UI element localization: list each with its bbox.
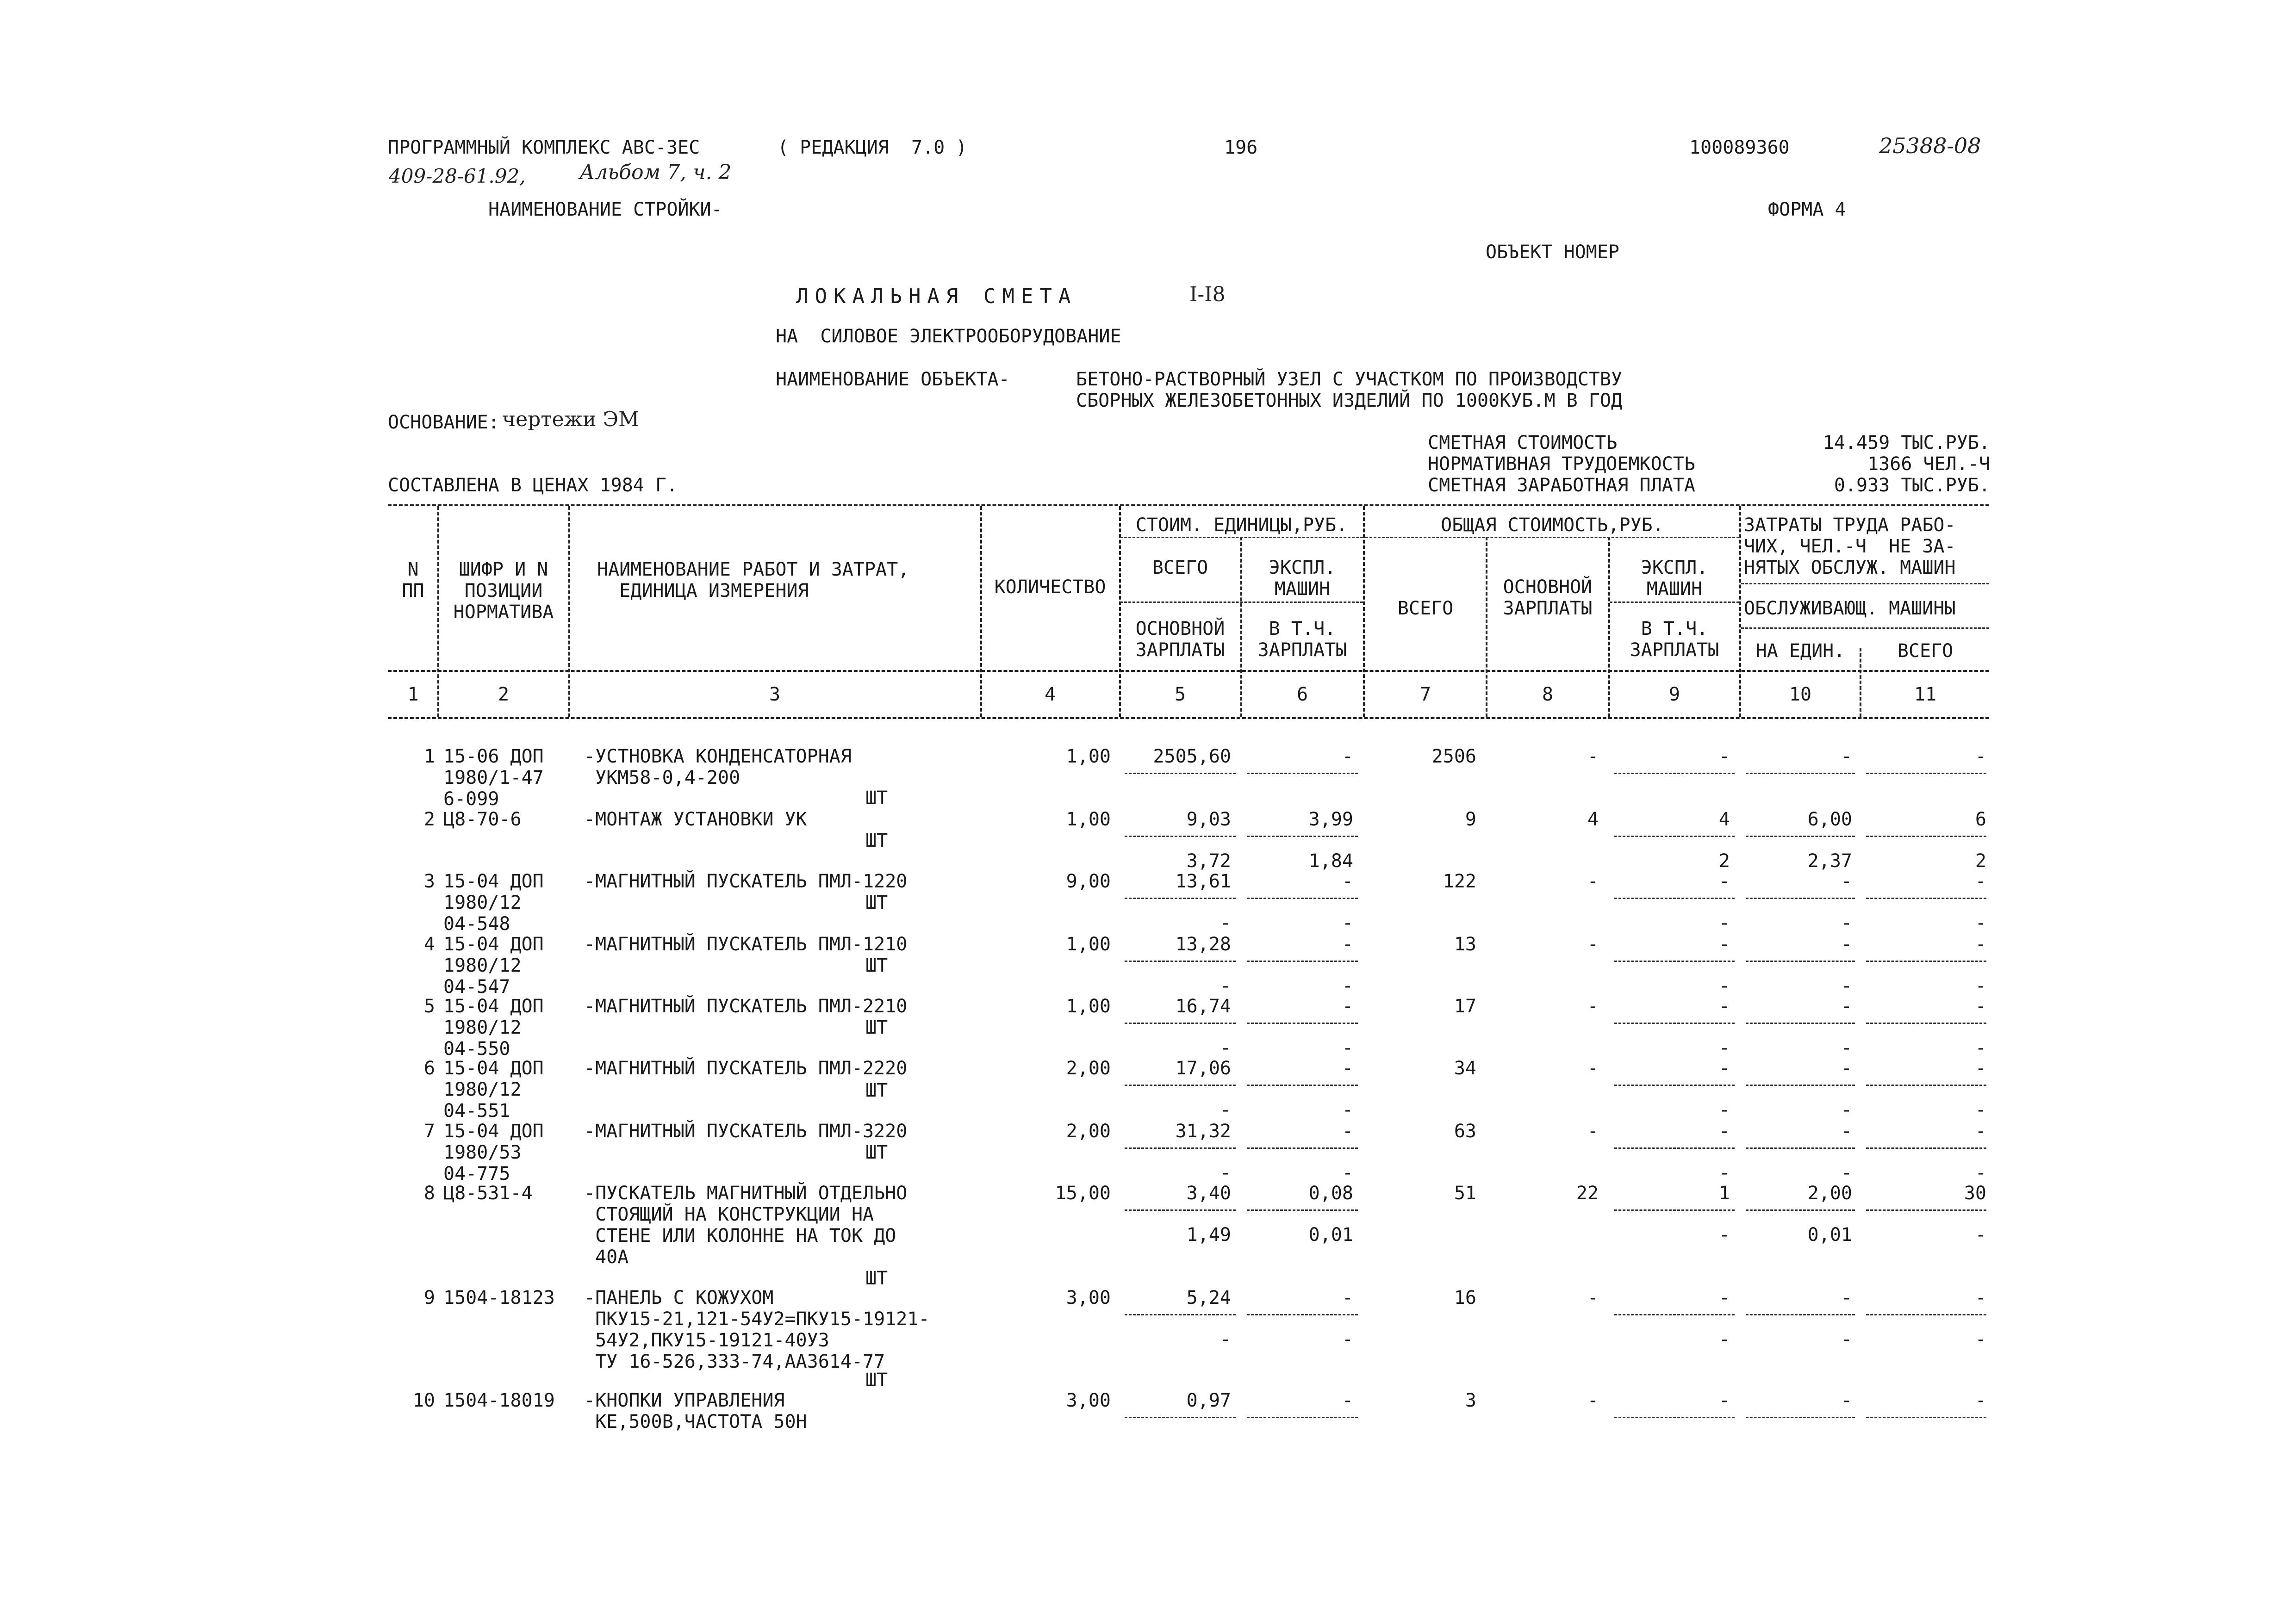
row-subrule — [1746, 1147, 1855, 1149]
estimate-subject: НА СИЛОВОЕ ЭЛЕКТРООБОРУДОВАНИЕ — [776, 326, 1121, 347]
row-quantity: 9,00 — [1066, 871, 1111, 892]
row-unit-total: 13,28 — [1175, 934, 1231, 955]
row-unit-machines: - — [1342, 746, 1353, 767]
row-number: 6 — [423, 1058, 435, 1079]
row-unit: ШТ — [865, 787, 888, 809]
col-header-number: N ПП — [402, 559, 424, 601]
unit-cost-rule — [1120, 537, 1363, 538]
row-subrule — [1866, 898, 1986, 899]
row-subrule — [1125, 1147, 1236, 1149]
row-subrule — [1614, 1147, 1735, 1149]
summary-label-cost: СМЕТНАЯ СТОИМОСТЬ — [1428, 432, 1618, 453]
row-subrule — [1614, 1085, 1735, 1086]
row-labor-machine-total: - — [1975, 1037, 1986, 1059]
row-unit-total: 13,61 — [1175, 871, 1231, 892]
col-sep-6 — [1363, 506, 1365, 717]
basis-label: ОСНОВАНИЕ: — [388, 412, 499, 433]
row-total: 122 — [1443, 871, 1476, 892]
row-subrule — [1866, 1023, 1986, 1024]
row-subrule — [1746, 1085, 1855, 1086]
row-unit: ШТ — [865, 1142, 888, 1163]
unit-cost-mid-rule — [1120, 601, 1363, 603]
row-unit-machines: - — [1342, 1287, 1353, 1308]
page-number: 196 — [1224, 137, 1258, 158]
row-labor-machine-total: - — [1975, 975, 1986, 997]
construction-label: НАИМЕНОВАНИЕ СТРОЙКИ- — [488, 199, 722, 220]
row-labor-total: 30 — [1964, 1183, 1986, 1204]
row-subrule — [1247, 1085, 1358, 1086]
row-code: 15-04 ДОП 1980/12 04-550 — [443, 996, 544, 1060]
object-name-line2: СБОРНЫХ ЖЕЛЕЗОБЕТОННЫХ ИЗДЕЛИЙ ПО 1000КУБ.М В ГОД — [1076, 390, 1623, 411]
compiled-prices: СОСТАВЛЕНА В ЦЕНАХ 1984 Г. — [388, 475, 678, 496]
row-total-wage: 4 — [1587, 809, 1599, 830]
col-header-total-wage: ОСНОВНОЙ ЗАРПЛАТЫ — [1503, 577, 1593, 619]
row-unit-machine-wage: 0,01 — [1308, 1224, 1353, 1246]
row-labor-total: - — [1975, 1121, 1986, 1142]
row-labor-machine-total: - — [1975, 1162, 1986, 1184]
col-header-unit-total: ВСЕГО — [1152, 557, 1208, 578]
row-labor-total: - — [1975, 746, 1986, 767]
row-subrule — [1746, 1023, 1855, 1024]
row-number: 5 — [423, 996, 435, 1017]
row-labor-machine-unit: - — [1841, 1037, 1852, 1059]
row-code: 15-04 ДОП 1980/12 04-547 — [443, 934, 544, 998]
estimate-number: I-I8 — [1189, 283, 1226, 306]
program-name: ПРОГРАММНЫЙ КОМПЛЕКС АВС-3ЕС — [388, 137, 700, 158]
object-name-line1: БЕТОНО-РАСТВОРНЫЙ УЗЕЛ С УЧАСТКОМ ПО ПРОИЗВОДСТВУ — [1076, 369, 1623, 390]
row-subrule — [1125, 1417, 1236, 1418]
row-subrule — [1746, 1209, 1855, 1211]
row-code: 1504-18019 — [443, 1390, 555, 1411]
row-total: 34 — [1454, 1058, 1476, 1079]
row-labor-machine-unit: - — [1841, 1329, 1852, 1350]
row-machine-wage: - — [1718, 1162, 1730, 1184]
row-total: 9 — [1465, 809, 1476, 830]
row-labor-total: - — [1975, 1287, 1986, 1308]
col-header-unit-cost: СТОИМ. ЕДИНИЦЫ,РУБ. — [1135, 515, 1348, 536]
object-label: НАИМЕНОВАНИЕ ОБЪЕКТА- — [776, 369, 1010, 390]
row-unit: ШТ — [865, 892, 888, 913]
row-labor-machine-unit: - — [1841, 912, 1852, 934]
row-labor-machine-total: - — [1975, 1099, 1986, 1121]
row-number: 1 — [423, 746, 435, 767]
row-subrule — [1866, 1147, 1986, 1149]
row-unit-total: 3,40 — [1186, 1183, 1231, 1204]
row-unit-machine-wage: - — [1342, 975, 1353, 997]
row-subrule — [1247, 836, 1358, 837]
row-total: 16 — [1454, 1287, 1476, 1308]
row-labor-total: - — [1975, 1390, 1986, 1411]
row-total-wage: - — [1587, 746, 1599, 767]
row-total-machines: 4 — [1718, 809, 1730, 830]
row-quantity: 3,00 — [1066, 1287, 1111, 1308]
row-unit: ШТ — [865, 1080, 888, 1101]
row-subrule — [1125, 773, 1236, 774]
row-number: 8 — [423, 1183, 435, 1204]
col-header-unit-wage: ОСНОВНОЙ ЗАРПЛАТЫ — [1135, 618, 1225, 661]
basis-value: чертежи ЭМ — [502, 408, 640, 431]
row-total-machines: - — [1718, 871, 1730, 892]
row-total: 13 — [1454, 934, 1476, 955]
row-unit-machine-wage: - — [1342, 1162, 1353, 1184]
row-labor-total: - — [1975, 871, 1986, 892]
row-unit-wage: - — [1220, 1099, 1231, 1121]
row-name: -ПАНЕЛЬ С КОЖУХОМ ПКУ15-21,121-54У2=ПКУ15-19121- 54У2,ПКУ15-19121-40У3 ТУ 16-526,333-74,АА3614-77 — [584, 1287, 930, 1372]
row-labor-per-unit: - — [1841, 1287, 1852, 1308]
row-subrule — [1247, 961, 1358, 962]
col-number: 7 — [1419, 684, 1431, 705]
row-unit-machines: - — [1342, 1121, 1353, 1142]
row-unit: ШТ — [865, 830, 888, 851]
row-labor-per-unit: 2,00 — [1807, 1183, 1852, 1204]
row-subrule — [1866, 961, 1986, 962]
document-number: 100089360 — [1689, 137, 1790, 158]
row-name: -КНОПКИ УПРАВЛЕНИЯ КЕ,500В,ЧАСТОТА 50Н — [584, 1390, 807, 1432]
row-total-wage: - — [1587, 996, 1599, 1017]
row-subrule — [1125, 1314, 1236, 1315]
row-unit: ШТ — [865, 1268, 888, 1289]
col-number: 3 — [769, 684, 781, 705]
row-name: -МАГНИТНЫЙ ПУСКАТЕЛЬ ПМЛ-1220 — [584, 871, 908, 892]
row-subrule — [1614, 1023, 1735, 1024]
row-subrule — [1247, 1023, 1358, 1024]
col-number: 9 — [1668, 684, 1680, 705]
row-labor-total: - — [1975, 1058, 1986, 1079]
col-header-total-machine-wage: В Т.Ч. ЗАРПЛАТЫ — [1630, 618, 1719, 661]
row-unit-total: 2505,60 — [1153, 746, 1231, 767]
col-number: 4 — [1044, 684, 1056, 705]
row-subrule — [1866, 773, 1986, 774]
col-header-name: НАИМЕНОВАНИЕ РАБОТ И ЗАТРАТ, ЕДИНИЦА ИЗМЕРЕНИЯ — [597, 559, 909, 601]
row-machine-wage: - — [1718, 1224, 1730, 1246]
row-machine-wage: 2 — [1718, 850, 1730, 872]
row-unit-machines: - — [1342, 996, 1353, 1017]
row-total-machines: - — [1718, 1390, 1730, 1411]
row-total-wage: 22 — [1576, 1183, 1599, 1204]
col-header-unit-machines: ЭКСПЛ. МАШИН — [1269, 557, 1336, 600]
row-quantity: 2,00 — [1066, 1121, 1111, 1142]
row-subrule — [1866, 1209, 1986, 1211]
col-number: 2 — [498, 684, 510, 705]
row-labor-per-unit: 6,00 — [1807, 809, 1852, 830]
row-subrule — [1247, 898, 1358, 899]
row-labor-per-unit: - — [1841, 1390, 1852, 1411]
row-total-machines: - — [1718, 934, 1730, 955]
row-unit-wage: - — [1220, 912, 1231, 934]
row-labor-machine-unit: 2,37 — [1807, 850, 1852, 872]
row-subrule — [1247, 1417, 1358, 1418]
row-code: 15-04 ДОП 1980/53 04-775 — [443, 1121, 544, 1184]
row-unit: ШТ — [865, 955, 888, 976]
row-machine-wage: - — [1718, 912, 1730, 934]
col-header-labor-machines: ОБСЛУЖИВАЮЩ. МАШИНЫ — [1744, 598, 1956, 619]
row-labor-machine-total: - — [1975, 912, 1986, 934]
row-name: -МАГНИТНЫЙ ПУСКАТЕЛЬ ПМЛ-2210 — [584, 996, 908, 1017]
row-name: -УСТНОВКА КОНДЕНСАТОРНАЯ УКМ58-0,4-200 — [584, 746, 852, 788]
row-unit-machines: 0,08 — [1308, 1183, 1353, 1204]
row-subrule — [1614, 898, 1735, 899]
row-total: 3 — [1465, 1390, 1476, 1411]
col-number: 11 — [1914, 684, 1937, 705]
row-labor-machine-unit: - — [1841, 975, 1852, 997]
row-machine-wage: - — [1718, 975, 1730, 997]
row-unit-total: 9,03 — [1186, 809, 1231, 830]
row-labor-total: - — [1975, 934, 1986, 955]
col-number: 5 — [1174, 684, 1186, 705]
object-number-label: ОБЪЕКТ НОМЕР — [1486, 242, 1619, 263]
row-number: 3 — [423, 871, 435, 892]
row-subrule — [1125, 836, 1236, 837]
row-subrule — [1125, 1023, 1236, 1024]
row-code: 1504-18123 — [443, 1287, 555, 1308]
row-total-wage: - — [1587, 1121, 1599, 1142]
row-labor-machine-total: 2 — [1975, 850, 1986, 872]
row-code: Ц8-70-6 — [443, 809, 522, 830]
row-unit-wage: - — [1220, 1162, 1231, 1184]
row-unit-wage: - — [1220, 1329, 1231, 1350]
row-name: -МОНТАЖ УСТАНОВКИ УК — [584, 809, 807, 830]
row-labor-per-unit: - — [1841, 1121, 1852, 1142]
row-labor-total: - — [1975, 996, 1986, 1017]
row-machine-wage: - — [1718, 1099, 1730, 1121]
row-subrule — [1125, 1209, 1236, 1211]
row-labor-machine-total: - — [1975, 1224, 1986, 1246]
summary-value-wage: 0.933 ТЫС.РУБ. — [1834, 475, 1990, 496]
row-subrule — [1125, 898, 1236, 899]
col-header-total-machines: ЭКСПЛ. МАШИН — [1641, 557, 1708, 600]
row-unit: ШТ — [865, 1370, 888, 1391]
row-unit-total: 31,32 — [1175, 1121, 1231, 1142]
form-label: ФОРМА 4 — [1768, 199, 1846, 220]
row-unit-wage: 3,72 — [1186, 850, 1231, 872]
row-labor-machine-unit: 0,01 — [1807, 1224, 1852, 1246]
row-name: -МАГНИТНЫЙ ПУСКАТЕЛЬ ПМЛ-2220 — [584, 1058, 908, 1079]
estimate-title: ЛОКАЛЬНАЯ СМЕТА — [796, 285, 1077, 308]
row-unit-machines: - — [1342, 1390, 1353, 1411]
row-labor-per-unit: - — [1841, 871, 1852, 892]
row-total-machines: - — [1718, 996, 1730, 1017]
handwritten-code: 25388-08 — [1879, 133, 1981, 158]
machine-mid-rule — [1610, 601, 1739, 603]
col-header-code: ШИФР И N ПОЗИЦИИ НОРМАТИВА — [453, 559, 554, 623]
handwritten-project: 409-28-61.92, — [389, 165, 526, 187]
row-quantity: 15,00 — [1055, 1183, 1111, 1204]
row-quantity: 3,00 — [1066, 1390, 1111, 1411]
row-number: 10 — [412, 1390, 435, 1411]
row-total: 17 — [1454, 996, 1476, 1017]
header-rule-top — [388, 504, 1989, 506]
row-unit-total: 0,97 — [1186, 1390, 1231, 1411]
row-labor-machine-total: - — [1975, 1329, 1986, 1350]
labor-rule-1 — [1741, 583, 1989, 584]
row-total-machines: 1 — [1718, 1183, 1730, 1204]
row-unit-total: 16,74 — [1175, 996, 1231, 1017]
row-labor-total: 6 — [1975, 809, 1986, 830]
row-subrule — [1746, 836, 1855, 837]
row-subrule — [1614, 773, 1735, 774]
row-subrule — [1614, 836, 1735, 837]
row-subrule — [1614, 1417, 1735, 1418]
row-code: 15-04 ДОП 1980/12 04-551 — [443, 1058, 544, 1122]
row-subrule — [1125, 1085, 1236, 1086]
row-unit-wage: - — [1220, 975, 1231, 997]
row-subrule — [1746, 961, 1855, 962]
row-quantity: 1,00 — [1066, 996, 1111, 1017]
row-subrule — [1247, 1209, 1358, 1211]
program-edition: ( РЕДАКЦИЯ 7.0 ) — [778, 137, 967, 158]
row-machine-wage: - — [1718, 1329, 1730, 1350]
row-unit-machine-wage: - — [1342, 912, 1353, 934]
row-unit-wage: - — [1220, 1037, 1231, 1059]
row-subrule — [1614, 1209, 1735, 1211]
col-header-unit-machine-wage: В Т.Ч. ЗАРПЛАТЫ — [1257, 618, 1347, 661]
row-labor-machine-unit: - — [1841, 1162, 1852, 1184]
row-quantity: 1,00 — [1066, 809, 1111, 830]
col-number: 8 — [1542, 684, 1554, 705]
row-number: 9 — [423, 1287, 435, 1308]
row-labor-per-unit: - — [1841, 996, 1852, 1017]
row-subrule — [1746, 898, 1855, 899]
header-rule-mid — [388, 670, 1989, 672]
row-code: 15-04 ДОП 1980/12 04-548 — [443, 871, 544, 935]
row-subrule — [1614, 1314, 1735, 1315]
row-subrule — [1866, 1314, 1986, 1315]
row-number: 4 — [423, 934, 435, 955]
col-number: 6 — [1296, 684, 1308, 705]
row-total: 63 — [1454, 1121, 1476, 1142]
row-unit-total: 17,06 — [1175, 1058, 1231, 1079]
row-unit: ШТ — [865, 1017, 888, 1038]
row-subrule — [1614, 961, 1735, 962]
row-number: 2 — [423, 809, 435, 830]
row-unit-machines: - — [1342, 871, 1353, 892]
row-subrule — [1247, 1147, 1358, 1149]
row-machine-wage: - — [1718, 1037, 1730, 1059]
row-unit-machines: 3,99 — [1308, 809, 1353, 830]
row-labor-per-unit: - — [1841, 1058, 1852, 1079]
col-header-total: ВСЕГО — [1397, 598, 1454, 619]
row-code: 15-06 ДОП 1980/1-47 6-099 — [443, 746, 544, 810]
row-subrule — [1746, 1417, 1855, 1418]
row-total-wage: - — [1587, 871, 1599, 892]
row-name: -МАГНИТНЫЙ ПУСКАТЕЛЬ ПМЛ-1210 — [584, 934, 908, 955]
summary-value-cost: 14.459 ТЫС.РУБ. — [1823, 432, 1990, 453]
row-unit-machine-wage: - — [1342, 1037, 1353, 1059]
row-unit-machines: - — [1342, 934, 1353, 955]
row-quantity: 2,00 — [1066, 1058, 1111, 1079]
row-total-wage: - — [1587, 1390, 1599, 1411]
row-total-machines: - — [1718, 1121, 1730, 1142]
row-quantity: 1,00 — [1066, 934, 1111, 955]
row-code: Ц8-531-4 — [443, 1183, 533, 1204]
col-number: 1 — [407, 684, 419, 705]
row-subrule — [1866, 1085, 1986, 1086]
col-header-labor-total: ВСЕГО — [1897, 640, 1954, 662]
row-subrule — [1247, 1314, 1358, 1315]
handwritten-album: Альбом 7, ч. 2 — [579, 161, 732, 184]
row-subrule — [1746, 773, 1855, 774]
row-unit-machine-wage: - — [1342, 1329, 1353, 1350]
row-unit-total: 5,24 — [1186, 1287, 1231, 1308]
header-rule-bottom — [388, 717, 1989, 719]
row-name: -ПУСКАТЕЛЬ МАГНИТНЫЙ ОТДЕЛЬНО СТОЯЩИЙ НА КОНСТРУКЦИИ НА СТЕНЕ ИЛИ КОЛОННЕ НА ТОК ДО 40А — [584, 1183, 908, 1268]
row-total-machines: - — [1718, 1287, 1730, 1308]
row-labor-per-unit: - — [1841, 746, 1852, 767]
row-labor-machine-unit: - — [1841, 1099, 1852, 1121]
col-header-labor: ЗАТРАТЫ ТРУДА РАБО- ЧИХ, ЧЕЛ.-Ч НЕ ЗА- НЯТЫХ ОБСЛУЖ. МАШИН — [1744, 515, 1956, 578]
row-total-wage: - — [1587, 1058, 1599, 1079]
row-unit-machine-wage: 1,84 — [1308, 850, 1353, 872]
row-unit-wage: 1,49 — [1186, 1224, 1231, 1246]
row-total: 51 — [1454, 1183, 1476, 1204]
col-header-per-unit: НА ЕДИН. — [1755, 640, 1845, 662]
row-labor-per-unit: - — [1841, 934, 1852, 955]
total-cost-rule — [1365, 537, 1739, 538]
row-total-machines: - — [1718, 746, 1730, 767]
row-subrule — [1866, 1417, 1986, 1418]
col-header-quantity: КОЛИЧЕСТВО — [994, 577, 1106, 598]
row-subrule — [1247, 773, 1358, 774]
summary-value-labor: 1366 ЧЕЛ.-Ч — [1867, 453, 1990, 475]
row-total-wage: - — [1587, 934, 1599, 955]
row-subrule — [1746, 1314, 1855, 1315]
row-unit-machine-wage: - — [1342, 1099, 1353, 1121]
labor-rule-2 — [1741, 627, 1989, 629]
row-subrule — [1125, 961, 1236, 962]
col-header-total-cost: ОБЩАЯ СТОИМОСТЬ,РУБ. — [1441, 515, 1664, 536]
row-quantity: 1,00 — [1066, 746, 1111, 767]
row-total: 2506 — [1431, 746, 1476, 767]
row-number: 7 — [423, 1121, 435, 1142]
row-subrule — [1866, 836, 1986, 837]
summary-label-wage: СМЕТНАЯ ЗАРАБОТНАЯ ПЛАТА — [1428, 475, 1695, 496]
row-total-machines: - — [1718, 1058, 1730, 1079]
col-number: 10 — [1789, 684, 1812, 705]
row-name: -МАГНИТНЫЙ ПУСКАТЕЛЬ ПМЛ-3220 — [584, 1121, 908, 1142]
row-unit-machines: - — [1342, 1058, 1353, 1079]
summary-label-labor: НОРМАТИВНАЯ ТРУДОЕМКОСТЬ — [1428, 453, 1695, 475]
row-total-wage: - — [1587, 1287, 1599, 1308]
